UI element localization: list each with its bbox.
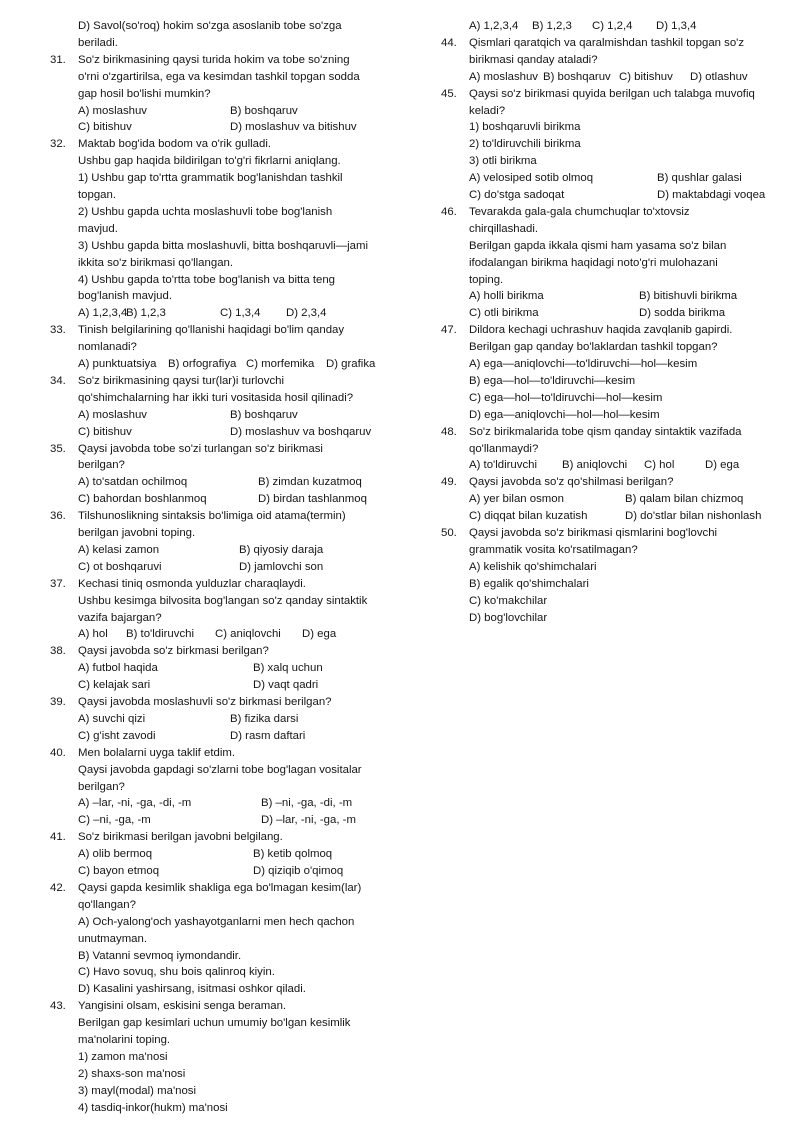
answer-option: D) qiziqib o'qimoq — [253, 865, 344, 878]
question-continuation — [441, 18, 786, 35]
question-number: 37. — [50, 577, 66, 590]
question-39 — [50, 694, 380, 745]
question-line: Qaysi javobda so'z qo'shilmasi berilgan? — [469, 476, 674, 489]
question-line: bog'lanish mavjud. — [78, 290, 172, 303]
answer-option: C) kelajak sari — [78, 679, 151, 692]
answer-option: B) bitishuvli birikma — [639, 290, 738, 303]
answer-option: A) olib bermoq — [78, 848, 153, 861]
question-line: So'z birikmasi berilgan javobni belgilang. — [78, 831, 283, 844]
question-line: Qaysi javobda tobe so'zi turlangan so'z birikmasi — [78, 442, 323, 455]
answer-option: D) –lar, -ni, -ga, -m — [261, 814, 356, 827]
question-line: 1) zamon ma'nosi — [78, 1050, 168, 1063]
question-line: D) ega—aniqlovchi—hol—hol—kesim — [469, 408, 660, 421]
answer-option: A) yer bilan osmon — [469, 493, 564, 506]
answer-option: D) moslashuv va boshqaruv — [230, 425, 372, 438]
answer-options-row — [469, 69, 786, 86]
question-line: 3) mayl(modal) ma'nosi — [78, 1084, 197, 1097]
question-line: topgan. — [78, 189, 117, 202]
question-number: 44. — [441, 36, 457, 49]
question-37 — [50, 576, 380, 644]
question-42 — [50, 880, 380, 998]
question-number: 49. — [441, 476, 457, 489]
answer-option: A) –lar, -ni, -ga, -di, -m — [78, 797, 192, 810]
answer-options-row — [78, 795, 380, 812]
answer-option: B) boshqaruv — [230, 408, 298, 421]
question-line: Qismlari qaratqich va qaralmishdan tashkil topgan so'z — [469, 36, 745, 49]
answer-option: A) punktuatsiya — [78, 358, 157, 371]
answer-option: C) diqqat bilan kuzatish — [469, 510, 588, 523]
answer-option: B) qiyosiy daraja — [239, 543, 324, 556]
question-number: 42. — [50, 881, 66, 894]
question-line: A) ega—aniqlovchi—to'ldiruvchi—hol—kesim — [469, 358, 698, 371]
question-line: C) Havo sovuq, shu bois qalinroq kiyin. — [78, 966, 275, 979]
question-line: 4) tasdiq-inkor(hukm) ma'nosi — [78, 1101, 228, 1114]
question-number: 39. — [50, 696, 66, 709]
answer-options-row — [78, 119, 380, 136]
question-35 — [50, 441, 380, 509]
answer-options-row — [78, 305, 380, 322]
question-line: So'z birikmasining qaysi turida hokim va tobe so'zning — [78, 53, 350, 66]
question-line: 2) shaxs-son ma'nosi — [78, 1067, 186, 1080]
answer-option: B) orfografiya — [168, 358, 237, 371]
question-line: 4) Ushbu gapda to'rtta tobe bog'lanish va bitta teng — [78, 273, 336, 286]
answer-option: D) ega — [302, 628, 337, 641]
question-line: qo'llanmaydi? — [469, 442, 539, 455]
question-number: 33. — [50, 324, 66, 337]
question-line: Berilgan gapda ikkala qismi ham yasama so'z bilan — [469, 239, 727, 252]
question-line: toping. — [469, 273, 504, 286]
question-number: 38. — [50, 645, 66, 658]
question-number: 45. — [441, 87, 457, 100]
answer-option: C) bayon etmoq — [78, 865, 160, 878]
question-line: 1) Ushbu gap to'rtta grammatik bog'lanishdan tashkil — [78, 172, 343, 185]
answer-option: A) moslashuv — [78, 408, 148, 421]
answer-options-row — [469, 187, 786, 204]
left-column — [50, 18, 380, 1117]
answer-option: C) otli birikma — [469, 307, 539, 320]
answer-option: D) ega — [705, 459, 740, 472]
answer-option: C) hol — [644, 459, 675, 472]
question-line: D) bog'lovchilar — [469, 611, 548, 624]
answer-option: C) –ni, -ga, -m — [78, 814, 151, 827]
question-line: D) Savol(so'roq) hokim so'zga asoslanib tobe so'zga — [78, 20, 342, 32]
question-line: berilgan javobni toping. — [78, 527, 196, 540]
answer-option: B) zimdan kuzatmoq — [258, 476, 362, 489]
question-line: berilgan? — [78, 780, 125, 793]
answer-option: A) kelasi zamon — [78, 543, 160, 556]
question-45 — [441, 86, 786, 204]
question-33 — [50, 322, 380, 373]
answer-options-row — [78, 356, 380, 373]
question-32 — [50, 136, 380, 322]
question-line: ifodalangan birikma haqidagi noto'g'ri mulohazani — [469, 256, 718, 269]
question-31 — [50, 52, 380, 137]
question-number: 46. — [441, 205, 457, 218]
answer-options-row — [78, 474, 380, 491]
question-line: Tinish belgilarining qo'llanishi haqidagi bo'lim qanday — [78, 324, 345, 337]
answer-option: B) ketib qolmoq — [253, 848, 333, 861]
answer-option: C) bitishuv — [619, 70, 673, 83]
answer-options-row — [78, 424, 380, 441]
answer-options-row — [469, 170, 786, 187]
question-line: Men bolalarni uyga taklif etdim. — [78, 746, 236, 759]
question-44 — [441, 35, 786, 86]
answer-options-row — [78, 812, 380, 829]
question-36 — [50, 508, 380, 576]
question-line: B) ega—hol—to'ldiruvchi—kesim — [469, 374, 636, 387]
answer-option: C) do'stga sadoqat — [469, 189, 565, 202]
question-46 — [441, 204, 786, 322]
answer-options-row — [78, 846, 380, 863]
answer-option: C) bahordan boshlanmoq — [78, 493, 207, 506]
answer-option: C) ot boshqaruvi — [78, 560, 162, 573]
question-line: ikkita so'z birikmasi qo'llangan. — [78, 256, 234, 269]
question-line: beriladi. — [78, 36, 118, 49]
answer-option: C) aniqlovchi — [215, 628, 281, 641]
answer-option: B) qushlar galasi — [657, 172, 742, 185]
question-line: Tevarakda gala-gala chumchuqlar to'xtovsiz — [469, 205, 690, 218]
question-line: Qaysi gapda kesimlik shakliga ega bo'lmagan kesim(lar) — [78, 881, 362, 894]
question-line: A) Och-yalong'och yashayotganlarni men hech qachon — [78, 915, 355, 928]
answer-option: A) moslashuv — [78, 104, 148, 117]
answer-option: D) grafika — [326, 358, 376, 371]
answer-options-row — [78, 103, 380, 120]
question-line: Berilgan gap qanday bo'laklardan tashkil topgan? — [469, 341, 718, 354]
question-line: qo'shimchalarning har ikki turi vositasida hosil qilinadi? — [78, 391, 354, 404]
question-line: o'rni o'zgartirilsa, ega va kesimdan tashkil topgan sodda — [78, 70, 360, 83]
answer-options-row — [469, 305, 786, 322]
answer-option: B) qalam bilan chizmoq — [625, 493, 744, 506]
question-line: Qaysi javobda so'z birkmasi berilgan? — [78, 645, 269, 658]
answer-option: C) bitishuv — [78, 121, 132, 134]
question-43 — [50, 998, 380, 1116]
answer-options-row — [469, 457, 786, 474]
answer-option: D) do'stlar bilan nishonlash — [625, 510, 762, 523]
answer-options-row — [78, 660, 380, 677]
question-line: 3) otli birikma — [469, 155, 537, 168]
question-line: gap hosil bo'lishi mumkin? — [78, 87, 211, 100]
question-line: Berilgan gap kesimlari uchun umumiy bo'lgan kesimlik — [78, 1017, 351, 1030]
answer-options-row — [78, 863, 380, 880]
answer-options-row — [469, 508, 786, 525]
question-line: D) Kasalini yashirsang, isitmasi oshkor qiladi. — [78, 983, 306, 996]
question-line: grammatik vosita ko'rsatilmagan? — [469, 543, 638, 556]
question-line: Maktab bog'ida bodom va o'rik gulladi. — [78, 138, 272, 151]
answer-option: C) 1,3,4 — [220, 307, 261, 320]
question-line: C) ko'makchilar — [469, 594, 548, 607]
answer-options-row — [78, 677, 380, 694]
answer-options-row — [78, 559, 380, 576]
question-number: 47. — [441, 324, 457, 337]
question-number: 32. — [50, 138, 66, 151]
question-50 — [441, 525, 786, 626]
answer-options-row — [78, 542, 380, 559]
answer-option: D) maktabdagi voqea — [657, 189, 766, 202]
answer-option: D) rasm daftari — [230, 729, 306, 742]
answer-option: B) fizika darsi — [230, 712, 299, 725]
question-number: 41. — [50, 831, 66, 844]
answer-option: C) morfemika — [246, 358, 315, 371]
answer-option: B) 1,2,3 — [532, 20, 572, 32]
question-line: ma'nolarini toping. — [78, 1034, 171, 1047]
answer-options-row — [469, 491, 786, 508]
question-number: 35. — [50, 442, 66, 455]
question-line: Kechasi tiniq osmonda yulduzlar charaqlaydi. — [78, 577, 306, 590]
answer-option: A) to'satdan ochilmoq — [78, 476, 188, 489]
question-line: Qaysi javobda gapdagi so'zlarni tobe bog'lagan vositalar — [78, 763, 362, 776]
answer-option: C) 1,2,4 — [592, 20, 633, 32]
question-line: So'z birikmasining qaysi tur(lar)i turlovchi — [78, 374, 285, 387]
answer-option: D) jamlovchi son — [239, 560, 324, 573]
answer-option: A) futbol haqida — [78, 662, 158, 675]
answer-options-row — [469, 288, 786, 305]
question-line: C) ega—hol—to'ldiruvchi—hol—kesim — [469, 391, 663, 404]
answer-option: D) sodda birikma — [639, 307, 726, 320]
question-48 — [441, 424, 786, 475]
answer-options-row — [78, 491, 380, 508]
question-line: Qaysi so'z birikmasi quyida berilgan uch talabga muvofiq — [469, 87, 755, 100]
answer-option: D) vaqt qadri — [253, 679, 319, 692]
answer-options-row — [469, 18, 786, 35]
question-34 — [50, 373, 380, 441]
question-line: vazifa bajargan? — [78, 611, 162, 624]
question-line: Dildora kechagi uchrashuv haqida zavqlanib gapirdi. — [469, 324, 733, 337]
question-number: 40. — [50, 746, 66, 759]
answer-option: A) holli birikma — [469, 290, 544, 303]
answer-option: B) to'ldiruvchi — [126, 628, 195, 641]
question-line: Tilshunoslikning sintaksis bo'limiga oid atama(termin) — [78, 510, 346, 523]
right-column — [441, 18, 786, 626]
question-47 — [441, 322, 786, 423]
question-line: 1) boshqaruvli birikma — [469, 121, 581, 134]
question-line: birikmasi qanday ataladi? — [469, 53, 598, 66]
question-number: 31. — [50, 53, 66, 66]
answer-option: D) birdan tashlanmoq — [258, 493, 367, 506]
answer-option: B) boshqaruv — [543, 70, 611, 83]
answer-option: D) 1,3,4 — [656, 20, 697, 32]
answer-option: A) suvchi qizi — [78, 712, 146, 725]
question-line: B) egalik qo'shimchalari — [469, 577, 589, 590]
question-line: qo'llangan? — [78, 898, 136, 911]
answer-option: A) hol — [78, 628, 108, 641]
answer-option: B) –ni, -ga, -di, -m — [261, 797, 353, 810]
answer-options-row — [78, 711, 380, 728]
answer-option: B) xalq uchun — [253, 662, 323, 675]
answer-option: A) 1,2,3,4 — [469, 20, 519, 32]
question-40 — [50, 745, 380, 830]
answer-options-row — [78, 407, 380, 424]
question-line: mavjud. — [78, 222, 118, 235]
answer-option: A) to'ldiruvchi — [469, 459, 538, 472]
answer-option: C) bitishuv — [78, 425, 132, 438]
answer-options-row — [78, 728, 380, 745]
question-line: Yangisini olsam, eskisini senga beraman. — [78, 1000, 287, 1013]
question-line: berilgan? — [78, 459, 125, 472]
answer-option: C) g'isht zavodi — [78, 729, 156, 742]
answer-option: D) 2,3,4 — [286, 307, 327, 320]
question-49 — [441, 474, 786, 525]
question-line: B) Vatanni sevmoq iymondandir. — [78, 949, 242, 962]
question-line: nomlanadi? — [78, 341, 137, 354]
question-line: Ushbu gap haqida bildirilgan to'g'ri fikrlarni aniqlang. — [78, 155, 341, 168]
question-line: Qaysi javobda moslashuvli so'z birkmasi berilgan? — [78, 696, 332, 709]
question-line: 2) to'ldiruvchili birikma — [469, 138, 581, 151]
answer-option: D) moslashuv va bitishuv — [230, 121, 357, 134]
question-line: Qaysi javobda so'z birikmasi qismlarini bog'lovchi — [469, 527, 718, 540]
answer-options-row — [78, 626, 380, 643]
answer-option: A) moslashuv — [469, 70, 539, 83]
question-line: A) kelishik qo'shimchalari — [469, 560, 597, 573]
answer-option: B) aniqlovchi — [562, 459, 628, 472]
answer-option: A) 1,2,3,4 — [78, 307, 128, 320]
question-line: 3) Ushbu gapda bitta moslashuvli, bitta boshqaruvli—jami — [78, 239, 368, 252]
question-number: 34. — [50, 374, 66, 387]
question-line: unutmayman. — [78, 932, 148, 945]
question-line: chirqillashadi. — [469, 222, 539, 235]
answer-option: A) velosiped sotib olmoq — [469, 172, 594, 185]
question-number: 43. — [50, 1000, 66, 1013]
question-continuation — [50, 18, 380, 52]
answer-option: B) 1,2,3 — [126, 307, 166, 320]
question-number: 48. — [441, 425, 457, 438]
question-41 — [50, 829, 380, 880]
question-line: So'z birikmalarida tobe qism qanday sintaktik vazifada — [469, 425, 742, 438]
answer-option: B) boshqaruv — [230, 104, 298, 117]
question-number: 50. — [441, 527, 457, 540]
question-line: keladi? — [469, 104, 506, 117]
question-number: 36. — [50, 510, 66, 523]
question-38 — [50, 643, 380, 694]
question-line: 2) Ushbu gapda uchta moslashuvli tobe bog'lanish — [78, 205, 333, 218]
answer-option: D) otlashuv — [690, 70, 748, 83]
question-line: Ushbu kesimga bilvosita bog'langan so'z qanday sintaktik — [78, 594, 368, 607]
